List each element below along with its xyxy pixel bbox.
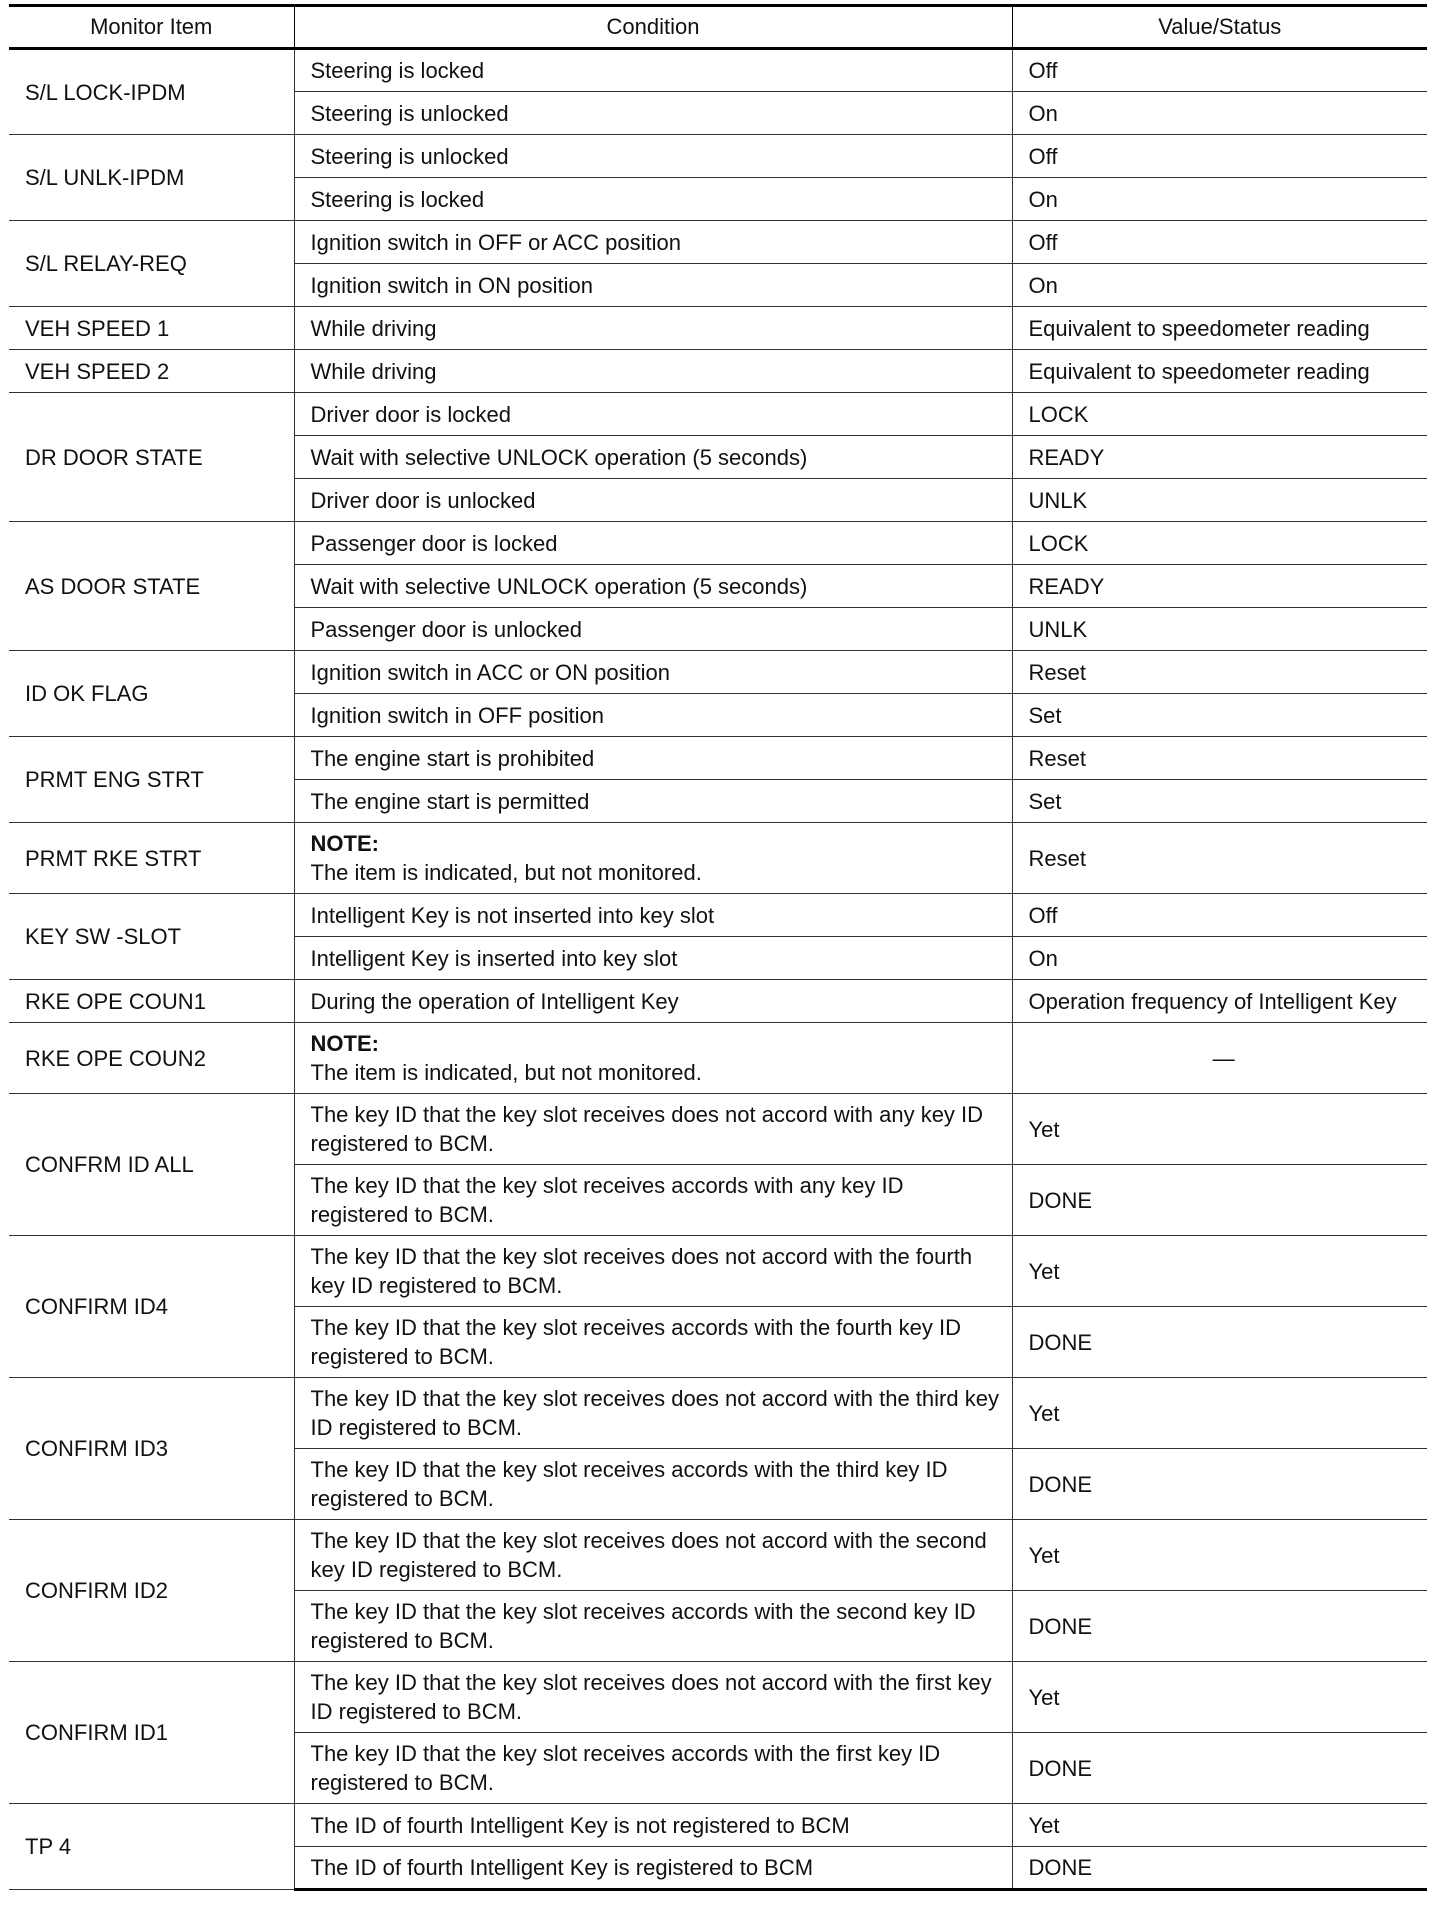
condition-cell: Passenger door is unlocked xyxy=(294,608,1012,651)
condition-cell: Ignition switch in ACC or ON position xyxy=(294,651,1012,694)
table-row xyxy=(9,135,1427,178)
table-row xyxy=(9,894,1427,937)
table-row xyxy=(9,221,1427,264)
monitor-item-cell: CONFIRM ID4 xyxy=(9,1236,294,1378)
condition-cell: Driver door is unlocked xyxy=(294,479,1012,522)
table-row xyxy=(9,737,1427,780)
value-status-cell: Equivalent to speedometer reading xyxy=(1012,350,1427,393)
monitor-item-cell: PRMT RKE STRT xyxy=(9,823,294,894)
header-value-status: Value/Status xyxy=(1012,6,1427,49)
value-status-cell: Yet xyxy=(1012,1094,1427,1165)
monitor-item-cell: ID OK FLAG xyxy=(9,651,294,737)
table-row xyxy=(9,651,1427,694)
value-status-cell: Yet xyxy=(1012,1662,1427,1733)
value-status-cell: DONE xyxy=(1012,1165,1427,1236)
value-status-cell: Yet xyxy=(1012,1378,1427,1449)
condition-cell: Driver door is locked xyxy=(294,393,1012,436)
monitor-item-cell: S/L LOCK-IPDM xyxy=(9,49,294,135)
condition-cell: Intelligent Key is not inserted into key slot xyxy=(294,894,1012,937)
condition-cell: Passenger door is locked xyxy=(294,522,1012,565)
condition-cell: The key ID that the key slot receives does not accord with the second key ID registered to BCM. xyxy=(294,1520,1012,1591)
condition-cell: The key ID that the key slot receives does not accord with the third key ID registered to BCM. xyxy=(294,1378,1012,1449)
condition-cell: The key ID that the key slot receives accords with the second key ID registered to BCM. xyxy=(294,1591,1012,1662)
header-condition: Condition xyxy=(294,6,1012,49)
value-status-cell: On xyxy=(1012,178,1427,221)
value-status-cell: Set xyxy=(1012,694,1427,737)
value-status-cell: DONE xyxy=(1012,1847,1427,1890)
condition-cell: The key ID that the key slot receives does not accord with the first key ID registered to BCM. xyxy=(294,1662,1012,1733)
monitor-item-cell: VEH SPEED 1 xyxy=(9,307,294,350)
note-text: The item is indicated, but not monitored. xyxy=(310,1060,702,1085)
monitor-item-cell: CONFIRM ID2 xyxy=(9,1520,294,1662)
condition-cell: The key ID that the key slot receives accords with the fourth key ID registered to BCM. xyxy=(294,1307,1012,1378)
table-header xyxy=(9,6,1427,49)
table-row xyxy=(9,823,1427,894)
table-row xyxy=(9,1236,1427,1307)
monitor-item-cell: DR DOOR STATE xyxy=(9,393,294,522)
value-status-cell: LOCK xyxy=(1012,522,1427,565)
header-monitor-item: Monitor Item xyxy=(9,6,294,49)
value-status-cell: Off xyxy=(1012,221,1427,264)
value-status-cell: UNLK xyxy=(1012,608,1427,651)
value-status-cell: Yet xyxy=(1012,1804,1427,1847)
condition-cell: The engine start is permitted xyxy=(294,780,1012,823)
value-status-cell: Yet xyxy=(1012,1520,1427,1591)
table-row xyxy=(9,522,1427,565)
monitor-item-cell: TP 4 xyxy=(9,1804,294,1890)
value-status-cell: DONE xyxy=(1012,1733,1427,1804)
table-row xyxy=(9,350,1427,393)
condition-cell: The key ID that the key slot receives accords with the first key ID registered to BCM. xyxy=(294,1733,1012,1804)
condition-cell xyxy=(294,823,1012,894)
value-status-cell: UNLK xyxy=(1012,479,1427,522)
monitor-item-cell: S/L RELAY-REQ xyxy=(9,221,294,307)
condition-cell: The ID of fourth Intelligent Key is registered to BCM xyxy=(294,1847,1012,1890)
table-row xyxy=(9,1804,1427,1847)
table-row xyxy=(9,1520,1427,1591)
condition-cell: The engine start is prohibited xyxy=(294,737,1012,780)
value-status-cell: DONE xyxy=(1012,1307,1427,1378)
condition-cell: The key ID that the key slot receives does not accord with the fourth key ID registered to BCM. xyxy=(294,1236,1012,1307)
value-status-cell: — xyxy=(1012,1023,1427,1094)
note-text: The item is indicated, but not monitored. xyxy=(310,860,702,885)
value-status-cell: Off xyxy=(1012,49,1427,92)
value-status-cell: Equivalent to speedometer reading xyxy=(1012,307,1427,350)
value-status-cell: Reset xyxy=(1012,823,1427,894)
monitor-item-cell: CONFIRM ID3 xyxy=(9,1378,294,1520)
monitor-table-page xyxy=(9,4,1427,1891)
condition-cell: Steering is unlocked xyxy=(294,92,1012,135)
condition-cell: Ignition switch in OFF or ACC position xyxy=(294,221,1012,264)
table-row xyxy=(9,393,1427,436)
table-row xyxy=(9,49,1427,92)
value-status-cell: On xyxy=(1012,937,1427,980)
condition-cell: Intelligent Key is inserted into key slot xyxy=(294,937,1012,980)
value-status-cell: Off xyxy=(1012,894,1427,937)
monitor-item-cell: S/L UNLK-IPDM xyxy=(9,135,294,221)
table-row xyxy=(9,1023,1427,1094)
condition-cell: Ignition switch in OFF position xyxy=(294,694,1012,737)
value-status-cell: READY xyxy=(1012,436,1427,479)
condition-cell: While driving xyxy=(294,350,1012,393)
value-status-cell: Reset xyxy=(1012,651,1427,694)
monitor-item-cell: AS DOOR STATE xyxy=(9,522,294,651)
condition-cell: Ignition switch in ON position xyxy=(294,264,1012,307)
value-status-cell: Yet xyxy=(1012,1236,1427,1307)
condition-cell xyxy=(294,1023,1012,1094)
value-status-cell: On xyxy=(1012,264,1427,307)
condition-cell: The ID of fourth Intelligent Key is not registered to BCM xyxy=(294,1804,1012,1847)
condition-cell: The key ID that the key slot receives accords with the third key ID registered to BCM. xyxy=(294,1449,1012,1520)
condition-cell: During the operation of Intelligent Key xyxy=(294,980,1012,1023)
value-status-cell: Operation frequency of Intelligent Key xyxy=(1012,980,1427,1023)
condition-cell: The key ID that the key slot receives does not accord with any key ID registered to BCM. xyxy=(294,1094,1012,1165)
table-body xyxy=(9,49,1427,1890)
condition-cell: Steering is locked xyxy=(294,49,1012,92)
table-row xyxy=(9,1662,1427,1733)
condition-cell: Steering is locked xyxy=(294,178,1012,221)
monitor-item-cell: PRMT ENG STRT xyxy=(9,737,294,823)
header-row xyxy=(9,6,1427,49)
monitor-item-cell: KEY SW -SLOT xyxy=(9,894,294,980)
condition-cell: Steering is unlocked xyxy=(294,135,1012,178)
monitor-item-cell: RKE OPE COUN2 xyxy=(9,1023,294,1094)
note-label: NOTE: xyxy=(310,1031,379,1056)
condition-cell: Wait with selective UNLOCK operation (5 seconds) xyxy=(294,436,1012,479)
condition-cell: Wait with selective UNLOCK operation (5 seconds) xyxy=(294,565,1012,608)
note-label: NOTE: xyxy=(310,831,379,856)
value-status-cell: LOCK xyxy=(1012,393,1427,436)
monitor-item-cell: RKE OPE COUN1 xyxy=(9,980,294,1023)
value-status-cell: Off xyxy=(1012,135,1427,178)
monitor-item-cell: CONFRM ID ALL xyxy=(9,1094,294,1236)
monitor-item-table xyxy=(9,4,1427,1891)
monitor-item-cell: CONFIRM ID1 xyxy=(9,1662,294,1804)
table-row xyxy=(9,1378,1427,1449)
value-status-cell: DONE xyxy=(1012,1449,1427,1520)
table-row xyxy=(9,307,1427,350)
value-status-cell: Set xyxy=(1012,780,1427,823)
value-status-cell: On xyxy=(1012,92,1427,135)
condition-cell: While driving xyxy=(294,307,1012,350)
table-row xyxy=(9,1094,1427,1165)
condition-cell: The key ID that the key slot receives accords with any key ID registered to BCM. xyxy=(294,1165,1012,1236)
table-row xyxy=(9,980,1427,1023)
monitor-item-cell: VEH SPEED 2 xyxy=(9,350,294,393)
value-status-cell: Reset xyxy=(1012,737,1427,780)
value-status-cell: READY xyxy=(1012,565,1427,608)
value-status-cell: DONE xyxy=(1012,1591,1427,1662)
